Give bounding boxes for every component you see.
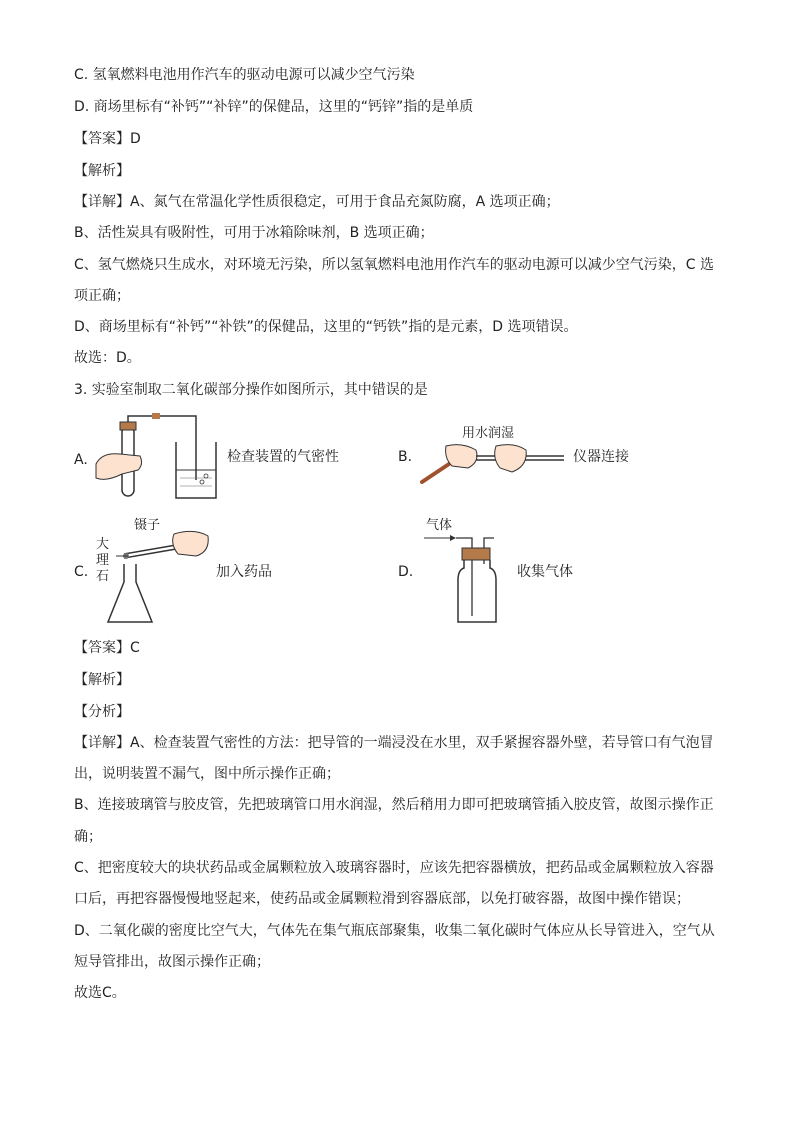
detail-a-2: 【详解】A、检查装置气密性的方法：把导管的一端浸没在水里，双手紧握容器外壁，若导管口有气泡冒 bbox=[74, 735, 714, 751]
option-b-caption: 仪器连接 bbox=[573, 449, 629, 465]
analysis-label: 【解析】 bbox=[74, 163, 130, 179]
option-c-label: C. bbox=[74, 564, 89, 580]
option-d-caption: 收集气体 bbox=[517, 564, 573, 580]
detail-a: 【详解】A、氮气在常温化学性质很稳定，可用于食品充氮防腐，A 选项正确； bbox=[74, 194, 560, 210]
detail-b-2: B、连接玻璃管与胶皮管，先把玻璃管口用水润湿，然后稍用力即可把玻璃管插入胶皮管，故图示操作正 bbox=[74, 797, 714, 813]
detail-d-2: D、二氧化碳的密度比空气大，气体先在集气瓶底部聚集，收集二氧化碳时气体应从长导管进入，空气从 bbox=[74, 923, 715, 939]
option-c-fig-marble-3: 石 bbox=[96, 569, 110, 584]
detail-a-2-cont: 出，说明装置不漏气，图中所示操作正确； bbox=[74, 766, 340, 782]
option-d-text: D. 商场里标有“补钙”“补锌”的保健品，这里的“钙锌”指的是单质 bbox=[74, 99, 474, 115]
conclusion: 故选：D。 bbox=[74, 350, 141, 366]
detail-c-cont: 项正确； bbox=[74, 288, 130, 304]
analysis-label-2: 【解析】 bbox=[74, 672, 130, 688]
add-reagent-figure bbox=[104, 524, 214, 626]
option-c-fig-marble-1: 大 bbox=[96, 537, 110, 552]
detail-b: B、活性炭具有吸附性，可用于冰箱除味剂，B 选项正确； bbox=[74, 225, 434, 241]
detail-c-2-cont: 口后，再把容器慢慢地竖起来，使药品或金属颗粒滑到容器底部，以免打破容器，故图中操作错误； bbox=[74, 891, 690, 907]
option-a-label: A. bbox=[74, 452, 88, 468]
option-c-fig-marble-2: 理 bbox=[96, 553, 110, 568]
answer-label: 【答案】D bbox=[74, 131, 141, 147]
option-d-fig-gas: 气体 bbox=[426, 518, 453, 533]
detail-b-2-cont: 确； bbox=[74, 829, 102, 845]
option-d-label: D. bbox=[398, 564, 414, 580]
conclusion-2: 故选C。 bbox=[74, 985, 126, 1001]
gas-collection-figure bbox=[420, 530, 504, 626]
option-b-label: B. bbox=[398, 449, 413, 465]
detail-c-2: C、把密度较大的块状药品或金属颗粒放入玻璃容器时，应该先把容器横放，把药品或金属颗粒放入容器 bbox=[74, 860, 714, 876]
option-c-fig-tweezers: 镊子 bbox=[134, 518, 161, 533]
question-3: 3. 实验室制取二氧化碳部分操作如图所示，其中错误的是 bbox=[74, 382, 428, 398]
airtightness-check-figure bbox=[92, 412, 220, 504]
answer-label-2: 【答案】C bbox=[74, 640, 140, 656]
detail-d-2-cont: 短导管排出，故图示操作正确； bbox=[74, 954, 270, 970]
analysis-sub-label: 【分析】 bbox=[74, 704, 130, 720]
option-c-caption: 加入药品 bbox=[216, 564, 272, 580]
option-c-text: C. 氢氧燃料电池用作汽车的驱动电源可以减少空气污染 bbox=[74, 67, 415, 83]
detail-c: C、氢气燃烧只生成水，对环境无污染，所以氢氧燃料电池用作汽车的驱动电源可以减少空气污染，C 选 bbox=[74, 257, 714, 273]
tube-connection-figure bbox=[418, 440, 568, 486]
option-b-fig-text: 用水润湿 bbox=[462, 426, 515, 441]
detail-d: D、商场里标有“补钙”“补铁”的保健品，这里的“钙铁”指的是元素，D 选项错误。 bbox=[74, 319, 578, 335]
option-a-caption: 检查装置的气密性 bbox=[227, 449, 339, 465]
